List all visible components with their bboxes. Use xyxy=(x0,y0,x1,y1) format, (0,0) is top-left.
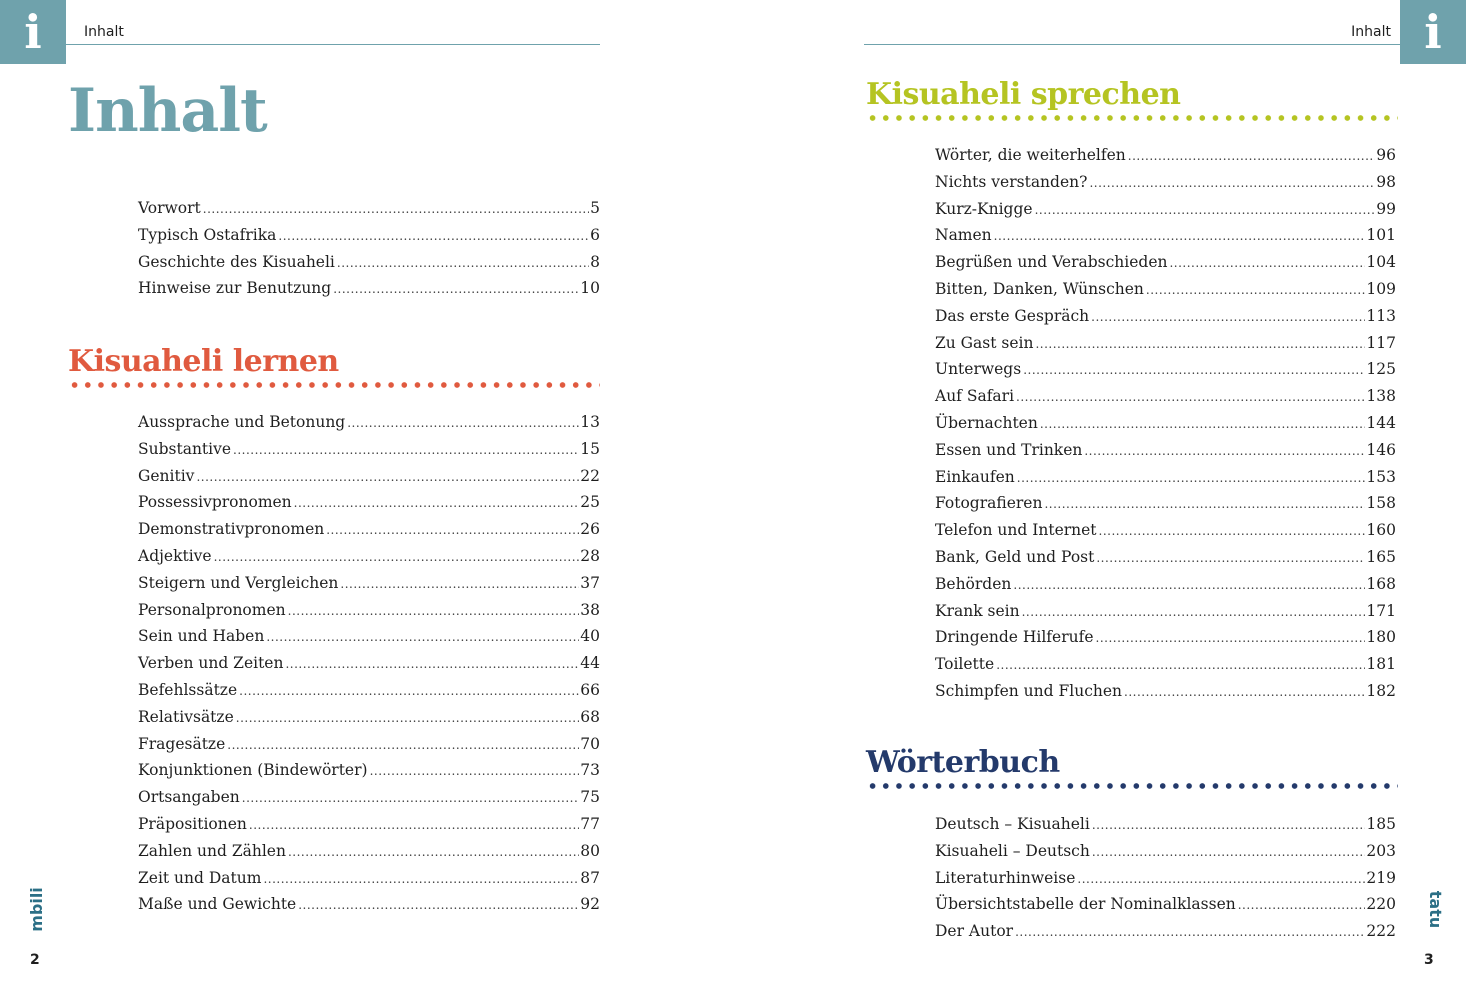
dot-leader xyxy=(1084,438,1365,465)
toc-entry-title: Sein und Haben xyxy=(138,627,265,646)
toc-entry-title: Kurz-Knigge xyxy=(935,199,1033,218)
toc-entry xyxy=(935,142,1396,169)
toc-entry-page: 13 xyxy=(580,413,600,431)
toc-entry-title: Wörter, die weiterhelfen xyxy=(935,146,1126,164)
toc-entry-page: 180 xyxy=(1366,628,1396,647)
toc-entry xyxy=(138,865,600,892)
toc-entry-page: 138 xyxy=(1366,387,1396,406)
dot-leader xyxy=(1099,518,1366,545)
toc-entry-title: Der Autor xyxy=(935,922,1014,941)
toc-entry xyxy=(138,838,600,865)
toc-entry-title: Nichts verstanden? xyxy=(935,172,1088,191)
section-kisuaheli-lernen xyxy=(68,344,600,388)
toc-entry xyxy=(138,704,600,731)
toc-entry-page: 40 xyxy=(580,627,600,646)
toc-entry-page: 153 xyxy=(1366,467,1396,486)
toc-entry-page: 182 xyxy=(1366,681,1396,700)
toc-entry-page: 117 xyxy=(1366,333,1396,352)
toc-entry xyxy=(935,891,1396,918)
toc-entry xyxy=(138,677,600,704)
toc-entry-page: 101 xyxy=(1366,226,1396,245)
dot-leader xyxy=(1096,625,1366,652)
toc-entry-page: 109 xyxy=(1366,279,1396,298)
dot-leader xyxy=(298,892,579,919)
running-header: Inhalt xyxy=(1351,24,1391,40)
toc-entry xyxy=(935,356,1396,383)
right-page xyxy=(733,0,1466,1000)
toc-entry-title: Übersichtstabelle der Nominalklassen xyxy=(935,895,1236,914)
dot-leader xyxy=(1017,465,1366,492)
dot-leader xyxy=(196,464,579,491)
dot-leader xyxy=(266,624,579,651)
toc-entry xyxy=(138,757,600,784)
toc-entry-title: Befehlssätze xyxy=(138,680,238,699)
toc-entry-page: 87 xyxy=(580,868,600,887)
toc-entry-page: 113 xyxy=(1366,306,1396,325)
toc-entry-title: Typisch Ostafrika xyxy=(138,225,277,244)
dot-leader xyxy=(1035,197,1376,224)
toc-kisuaheli-sprechen-list xyxy=(935,142,1396,705)
toc-entry-title: Bank, Geld und Post xyxy=(935,547,1095,566)
dot-leader xyxy=(203,196,589,223)
toc-entry-title: Vorwort xyxy=(138,199,201,217)
toc-entry xyxy=(138,731,600,758)
dot-leader xyxy=(288,839,579,866)
toc-entry-title: Personalpronomen xyxy=(138,600,286,619)
toc-entry-page: 5 xyxy=(590,199,600,217)
toc-entry-page: 165 xyxy=(1366,547,1396,566)
toc-entry-title: Namen xyxy=(935,226,992,245)
toc-entry-page: 171 xyxy=(1366,601,1396,620)
toc-entry xyxy=(935,222,1396,249)
toc-entry-page: 8 xyxy=(590,252,600,271)
toc-entry-title: Übernachten xyxy=(935,413,1038,432)
toc-entry-title: Essen und Trinken xyxy=(935,440,1083,459)
dotted-rule xyxy=(866,783,1398,789)
toc-entry-title: Auf Safari xyxy=(935,387,1015,406)
side-label: tatu xyxy=(1426,890,1446,929)
toc-entry-title: Ortsangaben xyxy=(138,788,240,807)
toc-entry-page: 125 xyxy=(1366,360,1396,379)
toc-entry-page: 25 xyxy=(580,493,600,512)
dot-leader xyxy=(337,250,589,277)
toc-kisuaheli-lernen-list xyxy=(138,409,600,918)
toc-entry-title: Steigern und Vergleichen xyxy=(138,573,339,592)
section-title: Wörterbuch xyxy=(866,745,1060,780)
toc-entry-page: 146 xyxy=(1366,440,1396,459)
toc-entry-page: 38 xyxy=(580,600,600,619)
dot-leader xyxy=(233,437,579,464)
toc-entry-page: 37 xyxy=(580,573,600,592)
section-title: Kisuaheli lernen xyxy=(68,344,339,379)
toc-entry xyxy=(935,571,1396,598)
dot-leader xyxy=(994,223,1366,250)
dotted-rule xyxy=(866,115,1398,121)
page-number: 2 xyxy=(30,952,40,968)
running-header: Inhalt xyxy=(84,24,124,40)
toc-entry xyxy=(935,169,1396,196)
toc-entry-page: 26 xyxy=(580,520,600,539)
dot-leader xyxy=(294,490,580,517)
toc-entry xyxy=(935,678,1396,705)
toc-entry-title: Verben und Zeiten xyxy=(138,654,284,673)
toc-entry-title: Aussprache und Betonung xyxy=(138,413,346,431)
dot-leader xyxy=(227,732,579,759)
dotted-rule xyxy=(68,382,600,388)
dot-leader xyxy=(1124,679,1365,706)
toc-entry xyxy=(138,623,600,650)
toc-entry-title: Kisuaheli – Deutsch xyxy=(935,841,1090,860)
dot-leader xyxy=(996,652,1365,679)
toc-entry-page: 222 xyxy=(1366,922,1396,941)
toc-entry-page: 10 xyxy=(580,279,600,298)
toc-entry-title: Fotografieren xyxy=(935,494,1043,513)
toc-entry xyxy=(935,918,1396,945)
toc-entry xyxy=(138,650,600,677)
toc-entry-page: 15 xyxy=(580,439,600,458)
toc-entry-page: 144 xyxy=(1366,413,1396,432)
toc-entry-title: Toilette xyxy=(935,655,995,674)
toc-entry xyxy=(138,489,600,516)
toc-entry-page: 203 xyxy=(1366,841,1396,860)
dot-leader xyxy=(1096,545,1365,572)
toc-entry xyxy=(138,543,600,570)
page-title: Inhalt xyxy=(68,76,267,146)
toc-entry-title: Genitiv xyxy=(138,466,195,485)
toc-entry-page: 80 xyxy=(580,841,600,860)
toc-entry-page: 185 xyxy=(1366,815,1396,833)
toc-entry-title: Behörden xyxy=(935,574,1012,593)
dot-leader xyxy=(1089,170,1375,197)
dot-leader xyxy=(288,598,580,625)
dot-leader xyxy=(1035,331,1365,358)
dot-leader xyxy=(1091,304,1365,331)
dot-leader xyxy=(1146,277,1365,304)
dot-leader xyxy=(1092,839,1366,866)
dot-leader xyxy=(1238,892,1366,919)
dot-leader xyxy=(370,758,580,785)
toc-entry-page: 96 xyxy=(1376,146,1396,164)
toc-entry-page: 73 xyxy=(580,761,600,780)
toc-entry xyxy=(935,196,1396,223)
toc-entry xyxy=(138,463,600,490)
toc-entry-title: Bitten, Danken, Wünschen xyxy=(935,279,1144,298)
toc-entry-page: 220 xyxy=(1366,895,1396,914)
toc-entry-page: 44 xyxy=(580,654,600,673)
toc-entry-page: 92 xyxy=(580,895,600,914)
toc-entry-page: 99 xyxy=(1376,199,1396,218)
dot-leader xyxy=(333,276,579,303)
toc-entry xyxy=(935,249,1396,276)
toc-entry xyxy=(935,330,1396,357)
toc-entry-page: 75 xyxy=(580,788,600,807)
toc-entry xyxy=(935,383,1396,410)
toc-entry-title: Demonstrativpronomen xyxy=(138,520,325,539)
toc-entry xyxy=(138,891,600,918)
toc-entry-page: 28 xyxy=(580,546,600,565)
dot-leader xyxy=(1040,411,1366,438)
toc-entry-page: 22 xyxy=(580,466,600,485)
dot-leader xyxy=(1044,491,1365,518)
section-title: Kisuaheli sprechen xyxy=(866,77,1181,112)
toc-intro-list xyxy=(138,195,600,302)
dot-leader xyxy=(263,866,579,893)
dot-leader xyxy=(1092,812,1366,839)
dot-leader xyxy=(236,705,580,732)
toc-entry-page: 160 xyxy=(1366,521,1396,540)
section-woerterbuch xyxy=(866,745,1398,789)
toc-entry-page: 158 xyxy=(1366,494,1396,513)
toc-entry xyxy=(935,624,1396,651)
toc-entry-title: Possessivpronomen xyxy=(138,493,292,512)
toc-woerterbuch-list xyxy=(935,811,1396,945)
page-number: 3 xyxy=(1424,952,1434,968)
dot-leader xyxy=(249,812,579,839)
toc-entry-title: Literaturhinweise xyxy=(935,868,1076,887)
toc-entry xyxy=(935,464,1396,491)
toc-entry xyxy=(138,409,600,436)
toc-entry xyxy=(138,222,600,249)
toc-entry-page: 68 xyxy=(580,707,600,726)
toc-entry-title: Krank sein xyxy=(935,601,1020,620)
dot-leader xyxy=(1023,357,1365,384)
toc-entry-title: Maße und Gewichte xyxy=(138,895,297,914)
toc-entry-title: Präpositionen xyxy=(138,814,247,833)
toc-entry-title: Dringende Hilferufe xyxy=(935,628,1094,647)
toc-entry-page: 66 xyxy=(580,680,600,699)
toc-entry xyxy=(935,410,1396,437)
toc-entry-page: 98 xyxy=(1376,172,1396,191)
toc-entry-page: 70 xyxy=(580,734,600,753)
toc-entry xyxy=(935,865,1396,892)
dot-leader xyxy=(239,678,579,705)
dot-leader xyxy=(347,410,579,437)
dot-leader xyxy=(242,785,580,812)
info-icon: i xyxy=(0,0,66,64)
dot-leader xyxy=(285,651,579,678)
toc-entry-title: Substantive xyxy=(138,439,232,458)
toc-entry-page: 219 xyxy=(1366,868,1396,887)
toc-entry xyxy=(935,811,1396,838)
toc-entry xyxy=(138,597,600,624)
toc-entry xyxy=(138,811,600,838)
toc-entry-title: Das erste Gespräch xyxy=(935,306,1090,325)
dot-leader xyxy=(340,571,579,598)
dot-leader xyxy=(326,517,579,544)
toc-entry xyxy=(138,195,600,222)
dot-leader xyxy=(1013,572,1365,599)
toc-entry xyxy=(935,651,1396,678)
toc-entry-title: Zahlen und Zählen xyxy=(138,841,286,860)
toc-entry-title: Konjunktionen (Bindewörter) xyxy=(138,761,368,780)
toc-entry xyxy=(935,517,1396,544)
toc-entry xyxy=(935,598,1396,625)
toc-entry-page: 77 xyxy=(580,814,600,833)
toc-entry xyxy=(138,249,600,276)
header-rule xyxy=(864,44,1400,45)
toc-entry-title: Unterwegs xyxy=(935,360,1022,379)
toc-entry-title: Fragesätze xyxy=(138,734,226,753)
dot-leader xyxy=(1128,143,1375,170)
toc-entry-title: Hinweise zur Benutzung xyxy=(138,279,332,298)
toc-entry-title: Zeit und Datum xyxy=(138,868,262,887)
toc-entry-title: Deutsch – Kisuaheli xyxy=(935,815,1090,833)
toc-entry xyxy=(935,437,1396,464)
toc-entry xyxy=(138,516,600,543)
toc-entry xyxy=(935,276,1396,303)
toc-entry-title: Zu Gast sein xyxy=(935,333,1034,352)
toc-entry xyxy=(935,490,1396,517)
section-kisuaheli-sprechen xyxy=(866,77,1398,121)
toc-entry-title: Geschichte des Kisuaheli xyxy=(138,252,335,271)
dot-leader xyxy=(214,544,580,571)
toc-entry-page: 104 xyxy=(1366,253,1396,272)
toc-entry xyxy=(138,784,600,811)
toc-entry-title: Adjektive xyxy=(138,546,212,565)
toc-entry-page: 181 xyxy=(1366,655,1396,674)
toc-entry-title: Schimpfen und Fluchen xyxy=(935,681,1123,700)
toc-entry xyxy=(138,436,600,463)
dot-leader xyxy=(1015,919,1365,946)
toc-entry xyxy=(138,275,600,302)
dot-leader xyxy=(1022,599,1366,626)
toc-entry xyxy=(935,303,1396,330)
toc-entry-page: 6 xyxy=(590,225,600,244)
toc-entry xyxy=(935,544,1396,571)
toc-entry-title: Telefon und Internet xyxy=(935,521,1097,540)
toc-entry xyxy=(138,570,600,597)
dot-leader xyxy=(1016,384,1365,411)
toc-entry xyxy=(935,838,1396,865)
toc-entry-title: Einkaufen xyxy=(935,467,1015,486)
dot-leader xyxy=(278,223,589,250)
dot-leader xyxy=(1169,250,1365,277)
info-icon: i xyxy=(1400,0,1466,64)
header-rule xyxy=(66,44,600,45)
dot-leader xyxy=(1077,866,1365,893)
side-label: mbili xyxy=(26,887,46,932)
toc-entry-title: Relativsätze xyxy=(138,707,234,726)
toc-entry-page: 168 xyxy=(1366,574,1396,593)
toc-entry-title: Begrüßen und Verabschieden xyxy=(935,253,1168,272)
